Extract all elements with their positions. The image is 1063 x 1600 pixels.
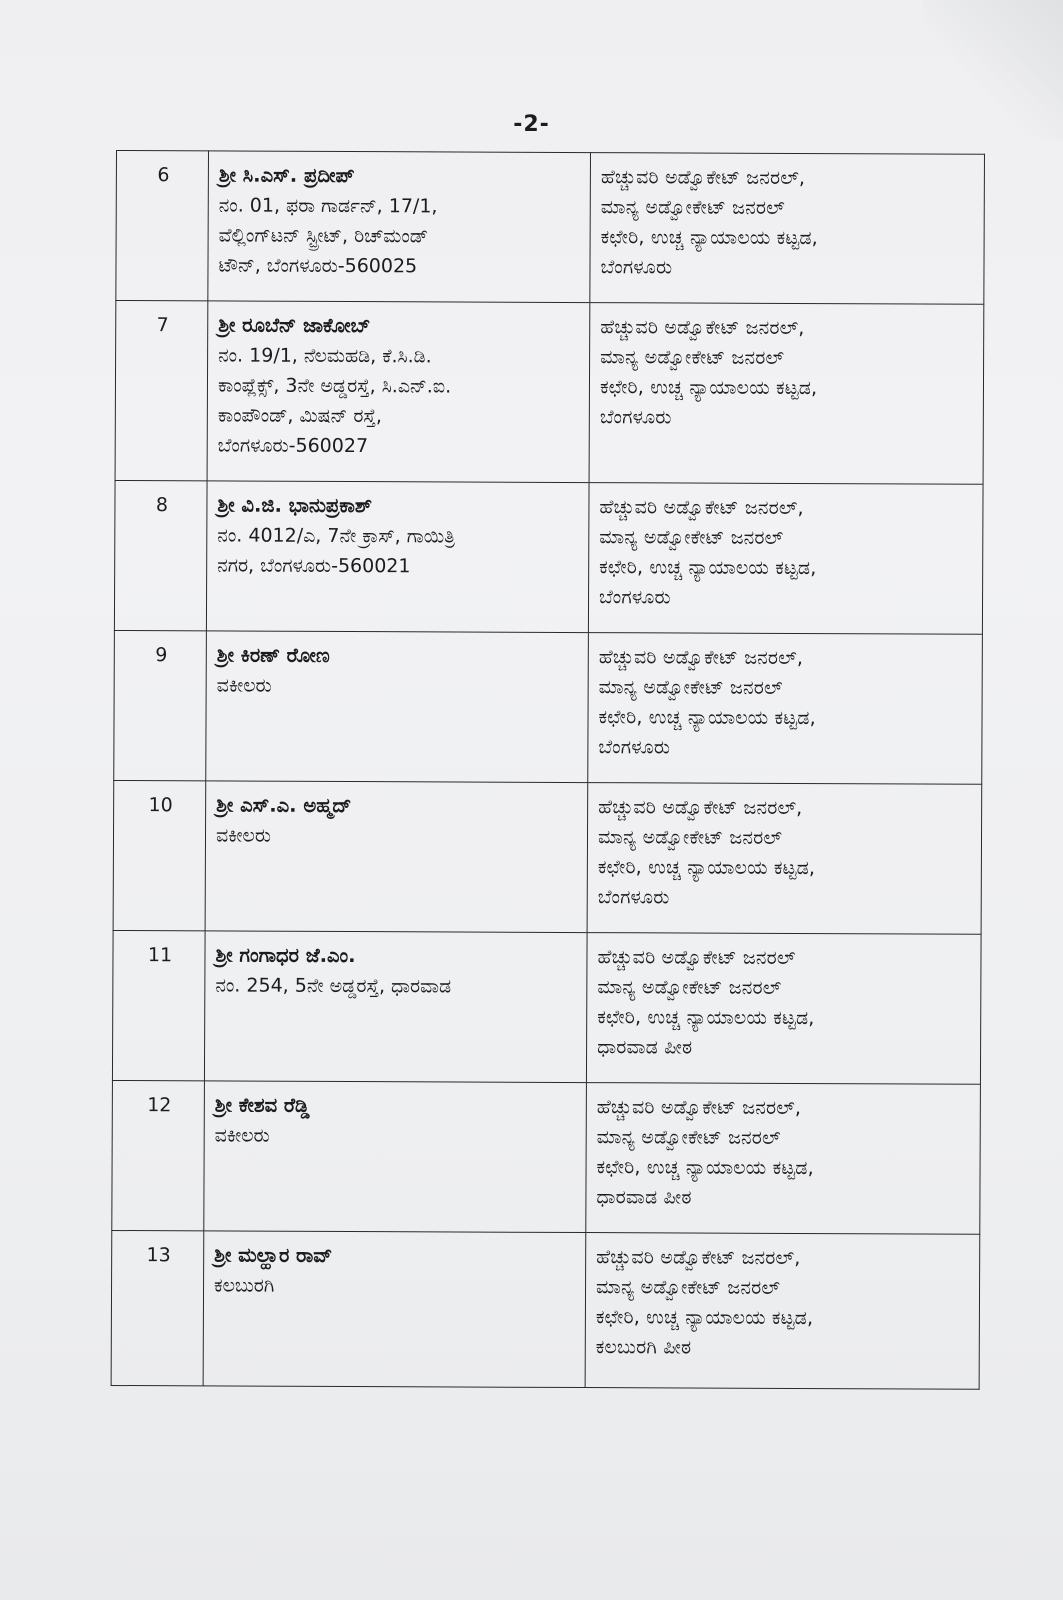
person-cell (204, 931, 587, 1083)
person-detail: ವಕೀಲರು (214, 1124, 270, 1147)
office-cell (587, 783, 982, 935)
office-address: ಹೆಚ್ಚುವರಿ ಅಡ್ವೊಕೇಟ್ ಜನರಲ್ ಮಾನ್ಯ ಅಡ್ವೋಕೇಟ್ ಜನರಲ್ ಕಛೇರಿ, ಉಚ್ಚ ನ್ಯಾಯಾಲಯ ಕಟ್ಟಡ, ಧಾರವಾಡ ಪೀಠ (597, 946, 815, 1059)
person-detail: ನಂ. 4012/ಎ, 7ನೇ ಕ್ರಾಸ್, ಗಾಯಿತ್ರಿ ನಗರ, ಬೆಂಗಳೂರು-560021 (217, 524, 456, 578)
person-name: ಶ್ರೀ ಮಲ್ಹಾರ ರಾವ್ (214, 1243, 333, 1267)
person-name: ಶ್ರೀ ಕೇಶವ ರೆಡ್ಡಿ (214, 1093, 310, 1117)
row-number: 10 (113, 780, 206, 930)
row-number: 8 (114, 480, 207, 630)
person-cell (206, 631, 589, 783)
table-row (114, 480, 983, 634)
row-number: 7 (115, 301, 208, 481)
person-detail: ಕಲಬುರಗಿ (213, 1274, 275, 1297)
person-name: ಶ್ರೀ ಕಿರಣ್ ರೋಣ (216, 643, 330, 667)
office-address: ಹೆಚ್ಚುವರಿ ಅಡ್ವೊಕೇಟ್ ಜನರಲ್, ಮಾನ್ಯ ಅಡ್ವೋಕೇಟ್ ಜನರಲ್ ಕಛೇರಿ, ಉಚ್ಚ ನ್ಯಾಯಾಲಯ ಕಟ್ಟಡ, ಕಲಬುರಗಿ ಪೀಠ (595, 1246, 814, 1359)
person-detail: ವಕೀಲರು (216, 674, 272, 697)
table-row (116, 151, 985, 305)
office-cell (590, 153, 985, 305)
row-number: 13 (111, 1230, 204, 1385)
person-name: ಶ್ರೀ ಸಿ.ಎಸ್. ಪ್ರದೀಪ್ (218, 163, 355, 188)
office-address: ಹೆಚ್ಚುವರಿ ಅಡ್ವೊಕೇಟ್ ಜನರಲ್, ಮಾನ್ಯ ಅಡ್ವೋಕೇಟ್ ಜನರಲ್ ಕಛೇರಿ, ಉಚ್ಚ ನ್ಯಾಯಾಲಯ ಕಟ್ಟಡ, ಬೆಂಗಳೂರು (599, 316, 818, 429)
office-address: ಹೆಚ್ಚುವರಿ ಅಡ್ವೊಕೇಟ್ ಜನರಲ್, ಮಾನ್ಯ ಅಡ್ವೋಕೇಟ್ ಜನರಲ್ ಕಛೇರಿ, ಉಚ್ಚ ನ್ಯಾಯಾಲಯ ಕಟ್ಟಡ, ಬೆಂಗಳೂರು (597, 796, 816, 909)
person-cell (207, 301, 590, 483)
table-row (112, 930, 981, 1084)
person-cell (203, 1231, 586, 1388)
office-cell (589, 303, 984, 485)
table-row (113, 780, 982, 934)
page-number: -2- (513, 112, 550, 137)
office-cell (588, 483, 983, 635)
person-cell (205, 781, 588, 933)
office-cell (585, 1233, 980, 1390)
row-number: 11 (112, 930, 205, 1080)
row-number: 9 (114, 630, 207, 780)
person-name: ಶ್ರೀ ಎಸ್.ಎ. ಅಹ್ಮದ್ (216, 793, 352, 818)
office-address: ಹೆಚ್ಚುವರಿ ಅಡ್ವೊಕೇಟ್ ಜನರಲ್, ಮಾನ್ಯ ಅಡ್ವೋಕೇಟ್ ಜನರಲ್ ಕಛೇರಿ, ಉಚ್ಚ ನ್ಯಾಯಾಲಯ ಕಟ್ಟಡ, ಬೆಂಗಳೂರು (600, 166, 818, 279)
person-cell (206, 481, 589, 633)
person-cell (204, 1081, 587, 1233)
row-number: 12 (112, 1080, 205, 1230)
appointee-table (111, 150, 985, 1390)
office-address: ಹೆಚ್ಚುವರಿ ಅಡ್ವೊಕೇಟ್ ಜನರಲ್, ಮಾನ್ಯ ಅಡ್ವೋಕೇಟ್ ಜನರಲ್ ಕಛೇರಿ, ಉಚ್ಚ ನ್ಯಾಯಾಲಯ ಕಟ್ಟಡ, ಧಾರವಾಡ ಪೀಠ (596, 1096, 814, 1209)
table-row (111, 1230, 980, 1389)
office-cell (586, 1083, 981, 1235)
person-detail: ನಂ. 19/1, ನೆಲಮಹಡಿ, ಕೆ.ಸಿ.ಡಿ. ಕಾಂಪ್ಲೆಕ್ಸ್, 3ನೇ ಅಡ್ಡರಸ್ತೆ, ಸಿ.ಎನ್.ಐ. ಕಾಂಪೌಂಡ್, ಮಿಷನ್ ರಸ್ತೆ, ಬೆಂಗಳೂರು-560027 (217, 344, 452, 458)
person-name: ಶ್ರೀ ಗಂಗಾಧರ ಜೆ.ಎಂ. (215, 943, 356, 968)
person-cell (208, 151, 591, 303)
office-cell (588, 633, 983, 785)
office-cell (586, 933, 981, 1085)
person-detail: ವಕೀಲರು (215, 824, 272, 847)
table-row (115, 301, 984, 485)
person-name: ಶ್ರೀ ವಿ.ಜಿ. ಭಾನುಪ್ರಕಾಶ್ (217, 493, 373, 518)
person-detail: ನಂ. 01, ಫರಾ ಗಾರ್ಡನ್, 17/1, ವೆಲ್ಲಿಂಗ್‌ಟನ್ ಸ್ಟ್ರೀಟ್, ರಿಚ್‌ಮಂಡ್ ಟೌನ್, ಬೆಂಗಳೂರು-560025 (218, 194, 438, 278)
table-row (112, 1080, 981, 1234)
person-name: ಶ್ರೀ ರೂಬೆನ್ ಜಾಕೋಬ್ (218, 313, 371, 338)
office-address: ಹೆಚ್ಚುವರಿ ಅಡ್ವೊಕೇಟ್ ಜನರಲ್, ಮಾನ್ಯ ಅಡ್ವೋಕೇಟ್ ಜನರಲ್ ಕಛೇರಿ, ಉಚ್ಚ ನ್ಯಾಯಾಲಯ ಕಟ್ಟಡ, ಬೆಂಗಳೂರು (598, 646, 816, 759)
row-number: 6 (116, 151, 209, 301)
person-detail: ನಂ. 254, 5ನೇ ಅಡ್ಡರಸ್ತೆ, ಧಾರವಾಡ (215, 974, 452, 998)
office-address: ಹೆಚ್ಚುವರಿ ಅಡ್ವೊಕೇಟ್ ಜನರಲ್, ಮಾನ್ಯ ಅಡ್ವೋಕೇಟ್ ಜನರಲ್ ಕಛೇರಿ, ಉಚ್ಚ ನ್ಯಾಯಾಲಯ ಕಟ್ಟಡ, ಬೆಂಗಳೂರು (599, 496, 817, 609)
table-row (114, 630, 983, 784)
